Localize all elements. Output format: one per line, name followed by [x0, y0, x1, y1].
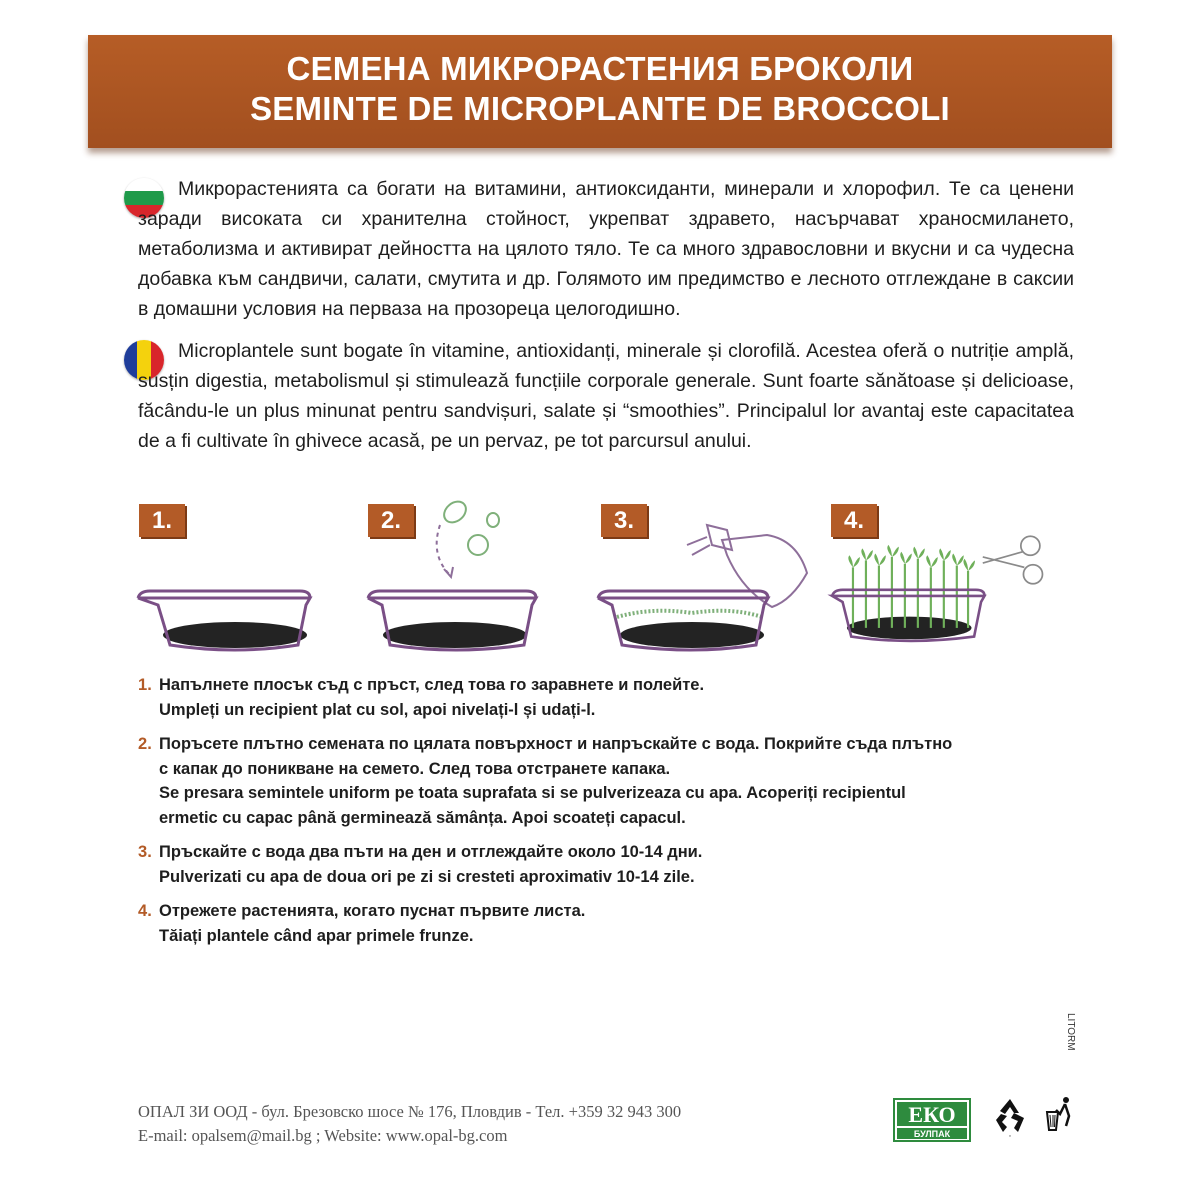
instruction-line: ermetic cu capac până germinează sămânța. Apoi scoateți capacul. — [159, 808, 686, 827]
spray-water-illustration — [592, 495, 817, 670]
instructions-list — [138, 673, 1078, 958]
intro-romanian — [138, 336, 1074, 456]
instruction-line: Поръсете плътно семената по цялата повърхност и напръскайте с вода. Покрийте съда плътно — [159, 735, 953, 753]
printer-mark: LITORM — [1065, 1013, 1076, 1051]
eko-bulpak-logo-icon — [893, 1098, 971, 1142]
instruction-line: Umpleți un recipient plat cu sol, apoi nivelați-l și udați-l. — [159, 700, 596, 719]
instruction-step-3 — [138, 840, 1078, 889]
instruction-step-1 — [138, 673, 1078, 722]
instruction-number: 2. — [138, 735, 152, 753]
instruction-line: Tăiați plantele când apar primele frunze. — [159, 926, 474, 945]
eko-logo-subtext: БУЛПАК — [913, 1129, 951, 1139]
intro-bulgarian-text: Микрорастенията са богати на витамини, антиоксиданти, минерали и хлорофил. Те са ценени заради високата си хранителна стойност, укрепват здравето, насърчават храносмилането, метаболизма и активират дейността на цялото тяло. Те са много здравословни и вкусни и са чудесна добавка към сандвичи, салати, смутита и др. Голямото им предимство е лесното отглеждане в саксии в домашни условия на перваза на прозореца целогодишно. — [138, 178, 1074, 320]
instruction-number: 1. — [138, 676, 152, 694]
company-contact: E-mail: opalsem@mail.bg ; Website: www.opal-bg.com — [138, 1126, 508, 1145]
title-banner — [88, 35, 1112, 148]
title-bulgarian: СЕМЕНА МИКРОРАСТЕНИЯ БРОКОЛИ — [286, 50, 914, 87]
seeds-sowing-illustration — [360, 495, 585, 670]
tray-with-soil-illustration — [130, 495, 355, 670]
instruction-number: 4. — [138, 902, 152, 920]
title-romanian: SEMINTE DE MICROPLANTE DE BROCCOLI — [250, 90, 950, 127]
instruction-step-4 — [138, 899, 1078, 948]
instruction-number: 3. — [138, 843, 152, 861]
step-badge-1: 1. — [139, 504, 185, 537]
instruction-line: с капак до поникване на семето. След това отстранете капака. — [159, 759, 671, 778]
company-address: ОПАЛ ЗИ ООД - бул. Брезовско шосе № 176, Пловдив - Тел. +359 32 943 300 — [138, 1102, 682, 1121]
intro-bulgarian — [138, 174, 1074, 324]
instruction-line: Отрежете растенията, когато пуснат първите листа. — [159, 902, 586, 920]
instruction-line: Напълнете плосък съд с пръст, след това го заравнете и полейте. — [159, 676, 705, 694]
step-badge-2: 2. — [368, 504, 414, 537]
no-litter-bin-icon — [1044, 1094, 1076, 1134]
instruction-line: Pulverizati cu apa de doua ori pe zi si cresteti aproximativ 10-14 zile. — [159, 867, 695, 886]
svg-text:*: * — [1009, 1135, 1011, 1140]
instruction-line: Пръскайте с вода два пъти на ден и отглеждайте около 10-14 дни. — [159, 843, 703, 861]
step-badge-4: 4. — [831, 504, 877, 537]
instruction-line: Se presara semintele uniform pe toata suprafata si se pulverizeaza cu apa. Acoperiți recipientul — [159, 784, 906, 802]
eko-logo-text: ЕКО — [908, 1102, 956, 1127]
instruction-step-2 — [138, 732, 1078, 830]
recycle-icon — [990, 1096, 1030, 1140]
cut-sprouts-illustration — [827, 495, 1052, 670]
step-badge-3: 3. — [601, 504, 647, 537]
company-footer — [138, 1100, 681, 1148]
intro-romanian-text: Microplantele sunt bogate în vitamine, antioxidanți, minerale și clorofilă. Acestea oferă o nutriție amplă, susțin digestia, metabolismul și stimulează funcțiile corporale generale. Sunt foarte sănătoase și delicioase, făcându-le un plus minunat pentru sandvișuri, salate și “smoothies”. Principalul lor avantaj este capacitatea de a fi cultivate în ghivece acasă, pe un pervaz, pe tot parcursul anului. — [138, 340, 1074, 452]
